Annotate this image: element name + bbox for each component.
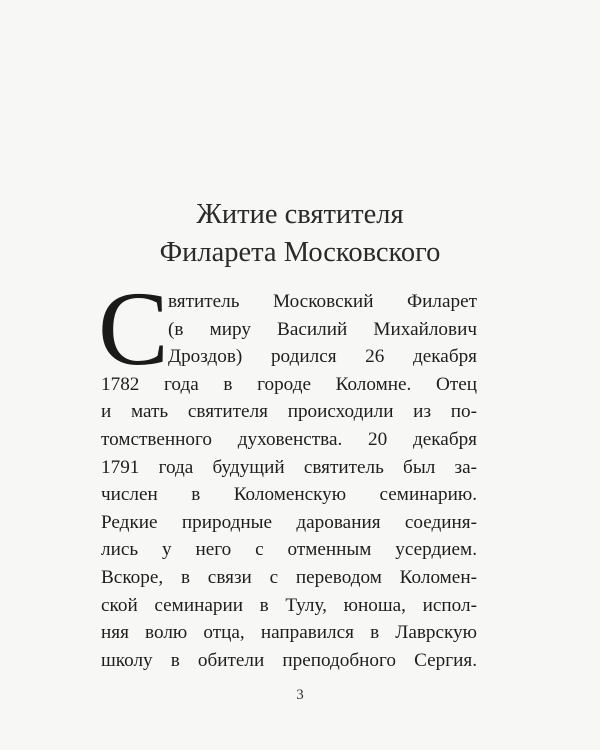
text-line-4: 1782 года в городе Коломне. Отец	[101, 374, 477, 395]
drop-cap-letter: С	[98, 270, 169, 387]
text-line-9: Редкие природные дарования соединя-	[101, 512, 477, 533]
chapter-title-line-1: Житие святителя	[196, 199, 404, 230]
text-line-11: Вскоре, в связи с переводом Коломен-	[101, 567, 477, 588]
text-line-5: и мать святителя происходили из по-	[101, 401, 477, 422]
text-line-14: школу в обители преподобного Сергия.	[101, 650, 477, 671]
chapter-title	[60, 196, 540, 272]
text-line-8: числен в Коломенскую семинарию.	[101, 484, 477, 505]
text-line-3: Дроздов) родился 26 декабря	[168, 346, 477, 367]
text-line-2: (в миру Василий Михайлович	[168, 319, 477, 340]
text-line-7: 1791 года будущий святитель был за-	[101, 457, 477, 478]
text-line-12: ской семинарии в Тулу, юноша, испол-	[101, 595, 477, 616]
chapter-title-line-2: Филарета Московского	[159, 237, 441, 268]
text-line-1: вятитель Московский Филарет	[168, 291, 477, 312]
page-number: 3	[296, 687, 304, 703]
text-line-10: лись у него с отменным усердием.	[101, 539, 477, 560]
text-line-13: няя волю отца, направился в Лаврскую	[101, 622, 477, 643]
text-line-6: томственного духовенства. 20 декабря	[101, 429, 477, 450]
